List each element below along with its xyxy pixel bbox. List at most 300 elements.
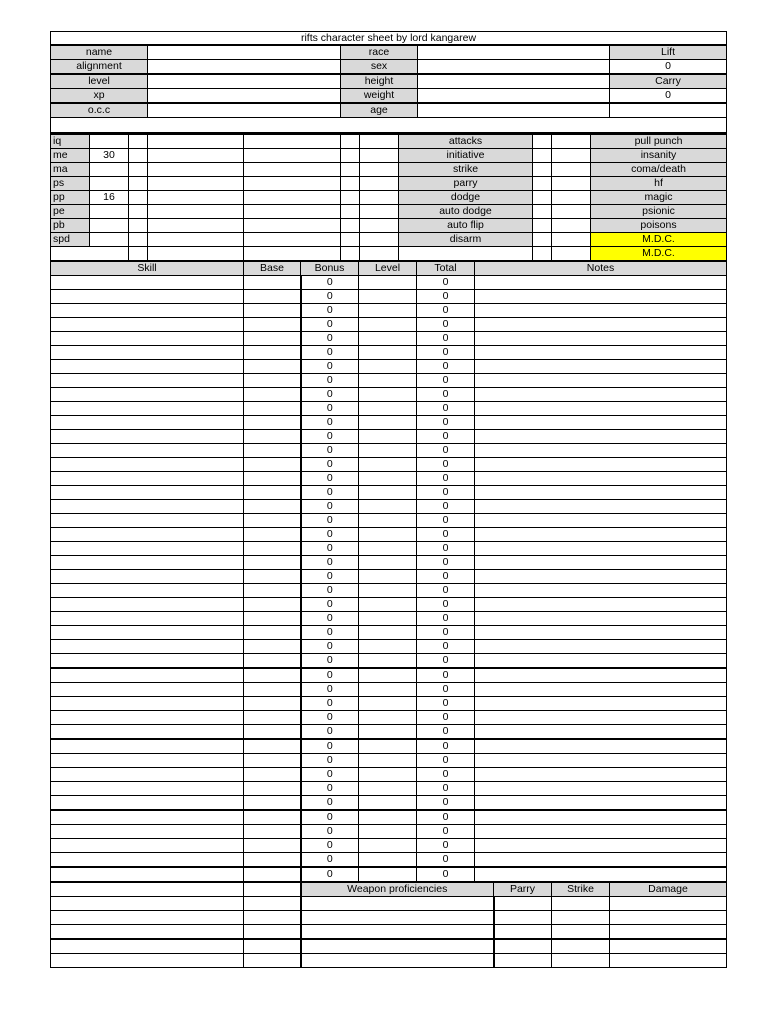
skill-level-cell[interactable] — [359, 444, 417, 458]
skill-base-cell[interactable] — [244, 754, 301, 768]
skill-total-cell[interactable]: 0 — [417, 739, 475, 754]
skill-notes-cell[interactable] — [475, 556, 727, 570]
skill-level-cell[interactable] — [359, 739, 417, 754]
skill-base-cell[interactable] — [244, 697, 301, 711]
weapon-name-cell[interactable] — [301, 925, 494, 940]
skill-base-cell[interactable] — [244, 725, 301, 740]
weapon-base-cell[interactable] — [244, 954, 301, 968]
weapon-skill-cell[interactable] — [51, 939, 244, 954]
skill-notes-cell[interactable] — [475, 825, 727, 839]
skill-bonus-cell[interactable]: 0 — [301, 332, 359, 346]
skill-total-cell[interactable]: 0 — [417, 556, 475, 570]
weapon-skill-cell[interactable] — [51, 883, 244, 897]
weapon-base-cell[interactable] — [244, 911, 301, 925]
level-field[interactable] — [148, 74, 341, 89]
skill-notes-cell[interactable] — [475, 584, 727, 598]
combat-blank-cell[interactable] — [360, 205, 399, 219]
skill-base-cell[interactable] — [244, 683, 301, 697]
skill-bonus-cell[interactable]: 0 — [301, 374, 359, 388]
skill-notes-cell[interactable] — [475, 416, 727, 430]
combat-value-b[interactable] — [552, 134, 591, 149]
combat-value-a[interactable] — [533, 219, 552, 233]
skill-name-cell[interactable] — [51, 711, 244, 725]
skill-base-cell[interactable] — [244, 318, 301, 332]
attribute-value[interactable] — [90, 177, 129, 191]
skill-notes-cell[interactable] — [475, 542, 727, 556]
skill-notes-cell[interactable] — [475, 304, 727, 318]
weapon-strike-cell[interactable] — [552, 911, 610, 925]
combat-blank-cell[interactable] — [360, 134, 399, 149]
skill-notes-cell[interactable] — [475, 640, 727, 654]
skill-name-cell[interactable] — [51, 388, 244, 402]
skill-bonus-cell[interactable]: 0 — [301, 556, 359, 570]
skill-name-cell[interactable] — [51, 612, 244, 626]
combat-blank-cell[interactable] — [360, 219, 399, 233]
skill-total-cell[interactable]: 0 — [417, 697, 475, 711]
weapon-parry-cell[interactable] — [494, 939, 552, 954]
skill-level-cell[interactable] — [359, 500, 417, 514]
attr-extra-cell[interactable] — [341, 191, 360, 205]
weapon-name-cell[interactable] — [301, 939, 494, 954]
attr-bonus-cell[interactable] — [129, 191, 148, 205]
skill-base-cell[interactable] — [244, 612, 301, 626]
attr-extra-cell[interactable] — [341, 205, 360, 219]
skill-notes-cell[interactable] — [475, 290, 727, 304]
skill-notes-cell[interactable] — [475, 514, 727, 528]
attr-extra-cell[interactable] — [341, 233, 360, 247]
weapon-skill-cell[interactable] — [51, 954, 244, 968]
skill-level-cell[interactable] — [359, 528, 417, 542]
attr-bonus-cell[interactable] — [129, 233, 148, 247]
skill-bonus-cell[interactable]: 0 — [301, 444, 359, 458]
combat-blank-cell[interactable] — [360, 163, 399, 177]
attr-note-a[interactable] — [148, 163, 244, 177]
skill-total-cell[interactable]: 0 — [417, 444, 475, 458]
weapon-name-cell[interactable] — [301, 954, 494, 968]
skill-notes-cell[interactable] — [475, 332, 727, 346]
skill-notes-cell[interactable] — [475, 430, 727, 444]
attr-extra-cell[interactable] — [341, 177, 360, 191]
skill-total-cell[interactable]: 0 — [417, 570, 475, 584]
skill-bonus-cell[interactable]: 0 — [301, 626, 359, 640]
skill-notes-cell[interactable] — [475, 472, 727, 486]
weapon-damage-cell[interactable] — [610, 925, 727, 940]
skill-base-cell[interactable] — [244, 570, 301, 584]
skill-notes-cell[interactable] — [475, 725, 727, 740]
combat-blank-cell[interactable] — [360, 191, 399, 205]
skill-bonus-cell[interactable]: 0 — [301, 388, 359, 402]
weapon-skill-cell[interactable] — [51, 897, 244, 911]
skill-base-cell[interactable] — [244, 486, 301, 500]
weapon-parry-cell[interactable] — [494, 911, 552, 925]
skill-level-cell[interactable] — [359, 754, 417, 768]
skill-total-cell[interactable]: 0 — [417, 584, 475, 598]
skill-level-cell[interactable] — [359, 486, 417, 500]
weapon-parry-cell[interactable] — [494, 897, 552, 911]
skill-base-cell[interactable] — [244, 444, 301, 458]
xp-field[interactable] — [148, 89, 341, 104]
attr-bonus-cell[interactable] — [129, 177, 148, 191]
weapon-parry-cell[interactable] — [494, 925, 552, 940]
skill-base-cell[interactable] — [244, 472, 301, 486]
combat-value-a[interactable] — [533, 191, 552, 205]
skill-base-cell[interactable] — [244, 542, 301, 556]
skill-base-cell[interactable] — [244, 739, 301, 754]
attr-note-b[interactable] — [244, 233, 341, 247]
skill-base-cell[interactable] — [244, 654, 301, 669]
skill-level-cell[interactable] — [359, 276, 417, 290]
skill-notes-cell[interactable] — [475, 768, 727, 782]
skill-bonus-cell[interactable]: 0 — [301, 810, 359, 825]
skill-base-cell[interactable] — [244, 810, 301, 825]
skill-base-cell[interactable] — [244, 346, 301, 360]
skill-level-cell[interactable] — [359, 388, 417, 402]
attr-extra-cell[interactable] — [341, 149, 360, 163]
skill-bonus-cell[interactable]: 0 — [301, 542, 359, 556]
carry-value[interactable]: 0 — [610, 89, 727, 104]
skill-bonus-cell[interactable]: 0 — [301, 584, 359, 598]
skill-name-cell[interactable] — [51, 276, 244, 290]
alignment-field[interactable] — [148, 60, 341, 75]
skill-base-cell[interactable] — [244, 500, 301, 514]
skill-total-cell[interactable]: 0 — [417, 640, 475, 654]
skill-level-cell[interactable] — [359, 782, 417, 796]
skill-bonus-cell[interactable]: 0 — [301, 853, 359, 868]
skill-base-cell[interactable] — [244, 528, 301, 542]
combat-value-a[interactable] — [533, 163, 552, 177]
skill-notes-cell[interactable] — [475, 711, 727, 725]
skill-level-cell[interactable] — [359, 810, 417, 825]
skill-name-cell[interactable] — [51, 668, 244, 683]
skill-notes-cell[interactable] — [475, 683, 727, 697]
skill-total-cell[interactable]: 0 — [417, 500, 475, 514]
combat-value-b[interactable] — [552, 219, 591, 233]
skill-total-cell[interactable]: 0 — [417, 486, 475, 500]
skill-name-cell[interactable] — [51, 725, 244, 740]
skill-total-cell[interactable]: 0 — [417, 598, 475, 612]
attr-note-a[interactable] — [148, 149, 244, 163]
skill-name-cell[interactable] — [51, 556, 244, 570]
skill-name-cell[interactable] — [51, 416, 244, 430]
attr-note-b[interactable] — [244, 149, 341, 163]
age-field[interactable] — [418, 103, 610, 118]
skill-name-cell[interactable] — [51, 768, 244, 782]
attr-bonus-cell[interactable] — [129, 149, 148, 163]
attr-extra-cell[interactable] — [341, 219, 360, 233]
attribute-value[interactable] — [90, 219, 129, 233]
skill-base-cell[interactable] — [244, 711, 301, 725]
skill-bonus-cell[interactable]: 0 — [301, 654, 359, 669]
skill-bonus-cell[interactable]: 0 — [301, 839, 359, 853]
skill-total-cell[interactable]: 0 — [417, 346, 475, 360]
skill-bonus-cell[interactable]: 0 — [301, 768, 359, 782]
skill-level-cell[interactable] — [359, 640, 417, 654]
skill-base-cell[interactable] — [244, 825, 301, 839]
skill-bonus-cell[interactable]: 0 — [301, 612, 359, 626]
skill-level-cell[interactable] — [359, 768, 417, 782]
skill-level-cell[interactable] — [359, 839, 417, 853]
skill-base-cell[interactable] — [244, 782, 301, 796]
skill-total-cell[interactable]: 0 — [417, 839, 475, 853]
skill-level-cell[interactable] — [359, 416, 417, 430]
skill-bonus-cell[interactable]: 0 — [301, 514, 359, 528]
skill-bonus-cell[interactable]: 0 — [301, 782, 359, 796]
combat-value-a[interactable] — [533, 247, 552, 261]
skill-bonus-cell[interactable]: 0 — [301, 711, 359, 725]
attr-bonus-cell[interactable] — [129, 219, 148, 233]
weight-field[interactable] — [418, 89, 610, 104]
skill-bonus-cell[interactable]: 0 — [301, 290, 359, 304]
skill-notes-cell[interactable] — [475, 486, 727, 500]
weapon-base-cell[interactable] — [244, 925, 301, 940]
skill-notes-cell[interactable] — [475, 654, 727, 669]
lift-value[interactable]: 0 — [610, 60, 727, 75]
skill-base-cell[interactable] — [244, 839, 301, 853]
skill-level-cell[interactable] — [359, 796, 417, 811]
skill-notes-cell[interactable] — [475, 346, 727, 360]
skill-notes-cell[interactable] — [475, 839, 727, 853]
skill-name-cell[interactable] — [51, 486, 244, 500]
weapon-parry-cell[interactable] — [494, 954, 552, 968]
skill-name-cell[interactable] — [51, 810, 244, 825]
weapon-base-cell[interactable] — [244, 883, 301, 897]
weapon-name-cell[interactable] — [301, 911, 494, 925]
skill-total-cell[interactable]: 0 — [417, 711, 475, 725]
skill-base-cell[interactable] — [244, 514, 301, 528]
attr-note-b[interactable] — [244, 219, 341, 233]
skill-level-cell[interactable] — [359, 697, 417, 711]
skill-total-cell[interactable]: 0 — [417, 276, 475, 290]
skill-notes-cell[interactable] — [475, 500, 727, 514]
skill-level-cell[interactable] — [359, 825, 417, 839]
attr-note-b[interactable] — [244, 177, 341, 191]
skill-name-cell[interactable] — [51, 472, 244, 486]
combat-value-b[interactable] — [552, 149, 591, 163]
attr-note-a[interactable] — [148, 219, 244, 233]
skill-bonus-cell[interactable]: 0 — [301, 754, 359, 768]
skill-name-cell[interactable] — [51, 402, 244, 416]
skill-level-cell[interactable] — [359, 654, 417, 669]
attr-note-a[interactable] — [148, 191, 244, 205]
race-field[interactable] — [418, 45, 610, 60]
skill-total-cell[interactable]: 0 — [417, 388, 475, 402]
skill-level-cell[interactable] — [359, 867, 417, 882]
skill-bonus-cell[interactable]: 0 — [301, 276, 359, 290]
skill-total-cell[interactable]: 0 — [417, 668, 475, 683]
skill-name-cell[interactable] — [51, 290, 244, 304]
skill-level-cell[interactable] — [359, 304, 417, 318]
combat-value-b[interactable] — [552, 191, 591, 205]
skill-bonus-cell[interactable]: 0 — [301, 318, 359, 332]
weapon-damage-cell[interactable] — [610, 897, 727, 911]
attr-note-a[interactable] — [148, 134, 244, 149]
skill-notes-cell[interactable] — [475, 360, 727, 374]
skill-bonus-cell[interactable]: 0 — [301, 668, 359, 683]
weapon-base-cell[interactable] — [244, 939, 301, 954]
skill-base-cell[interactable] — [244, 867, 301, 882]
skill-name-cell[interactable] — [51, 739, 244, 754]
skill-level-cell[interactable] — [359, 626, 417, 640]
attr-bonus-cell[interactable] — [129, 205, 148, 219]
attribute-value[interactable] — [90, 205, 129, 219]
sex-field[interactable] — [418, 60, 610, 75]
skill-level-cell[interactable] — [359, 711, 417, 725]
skill-level-cell[interactable] — [359, 374, 417, 388]
skill-name-cell[interactable] — [51, 626, 244, 640]
skill-total-cell[interactable]: 0 — [417, 472, 475, 486]
skill-level-cell[interactable] — [359, 472, 417, 486]
skill-level-cell[interactable] — [359, 514, 417, 528]
skill-bonus-cell[interactable]: 0 — [301, 683, 359, 697]
skill-name-cell[interactable] — [51, 654, 244, 669]
skill-level-cell[interactable] — [359, 556, 417, 570]
combat-blank-cell[interactable] — [360, 177, 399, 191]
attr-note-b[interactable] — [244, 247, 341, 261]
attribute-value[interactable]: 16 — [90, 191, 129, 205]
skill-total-cell[interactable]: 0 — [417, 542, 475, 556]
skill-bonus-cell[interactable]: 0 — [301, 486, 359, 500]
skill-base-cell[interactable] — [244, 796, 301, 811]
skill-bonus-cell[interactable]: 0 — [301, 825, 359, 839]
skill-level-cell[interactable] — [359, 668, 417, 683]
skill-name-cell[interactable] — [51, 867, 244, 882]
attr-bonus-cell[interactable] — [129, 163, 148, 177]
skill-bonus-cell[interactable]: 0 — [301, 796, 359, 811]
skill-total-cell[interactable]: 0 — [417, 768, 475, 782]
attribute-value[interactable] — [90, 134, 129, 149]
skill-notes-cell[interactable] — [475, 374, 727, 388]
combat-value-a[interactable] — [533, 149, 552, 163]
skill-bonus-cell[interactable]: 0 — [301, 570, 359, 584]
skill-level-cell[interactable] — [359, 318, 417, 332]
combat-blank-cell[interactable] — [360, 247, 399, 261]
skill-level-cell[interactable] — [359, 683, 417, 697]
skill-total-cell[interactable]: 0 — [417, 528, 475, 542]
skill-total-cell[interactable]: 0 — [417, 853, 475, 868]
weapon-damage-cell[interactable] — [610, 911, 727, 925]
skill-notes-cell[interactable] — [475, 458, 727, 472]
skill-level-cell[interactable] — [359, 612, 417, 626]
skill-level-cell[interactable] — [359, 402, 417, 416]
skill-total-cell[interactable]: 0 — [417, 725, 475, 740]
weapon-strike-cell[interactable] — [552, 939, 610, 954]
weapon-base-cell[interactable] — [244, 897, 301, 911]
skill-name-cell[interactable] — [51, 444, 244, 458]
skill-notes-cell[interactable] — [475, 388, 727, 402]
skill-level-cell[interactable] — [359, 430, 417, 444]
skill-total-cell[interactable]: 0 — [417, 402, 475, 416]
skill-base-cell[interactable] — [244, 768, 301, 782]
skill-notes-cell[interactable] — [475, 853, 727, 868]
attr-bonus-cell[interactable] — [129, 247, 148, 261]
skill-base-cell[interactable] — [244, 556, 301, 570]
combat-value-a[interactable] — [533, 177, 552, 191]
skill-notes-cell[interactable] — [475, 867, 727, 882]
attr-note-b[interactable] — [244, 134, 341, 149]
skill-level-cell[interactable] — [359, 584, 417, 598]
weapon-strike-cell[interactable] — [552, 954, 610, 968]
combat-value-a[interactable] — [533, 233, 552, 247]
attr-note-a[interactable] — [148, 205, 244, 219]
skill-bonus-cell[interactable]: 0 — [301, 430, 359, 444]
skill-name-cell[interactable] — [51, 500, 244, 514]
combat-value-b[interactable] — [552, 205, 591, 219]
skill-notes-cell[interactable] — [475, 810, 727, 825]
weapon-damage-cell[interactable] — [610, 939, 727, 954]
skill-notes-cell[interactable] — [475, 528, 727, 542]
skill-level-cell[interactable] — [359, 332, 417, 346]
skill-name-cell[interactable] — [51, 640, 244, 654]
skill-bonus-cell[interactable]: 0 — [301, 346, 359, 360]
skill-base-cell[interactable] — [244, 640, 301, 654]
height-field[interactable] — [418, 74, 610, 89]
weapon-skill-cell[interactable] — [51, 925, 244, 940]
skill-level-cell[interactable] — [359, 853, 417, 868]
attr-bonus-cell[interactable] — [129, 134, 148, 149]
skill-level-cell[interactable] — [359, 542, 417, 556]
skill-total-cell[interactable]: 0 — [417, 654, 475, 669]
combat-blank-cell[interactable] — [360, 149, 399, 163]
skill-notes-cell[interactable] — [475, 739, 727, 754]
skill-bonus-cell[interactable]: 0 — [301, 360, 359, 374]
skill-base-cell[interactable] — [244, 626, 301, 640]
skill-notes-cell[interactable] — [475, 754, 727, 768]
attr-note-a[interactable] — [148, 177, 244, 191]
skill-total-cell[interactable]: 0 — [417, 458, 475, 472]
skill-level-cell[interactable] — [359, 725, 417, 740]
combat-value-a[interactable] — [533, 205, 552, 219]
skill-total-cell[interactable]: 0 — [417, 416, 475, 430]
skill-base-cell[interactable] — [244, 332, 301, 346]
attr-note-a[interactable] — [148, 247, 244, 261]
skill-notes-cell[interactable] — [475, 402, 727, 416]
skill-level-cell[interactable] — [359, 458, 417, 472]
combat-value-a[interactable] — [533, 134, 552, 149]
skill-bonus-cell[interactable]: 0 — [301, 640, 359, 654]
skill-notes-cell[interactable] — [475, 276, 727, 290]
skill-name-cell[interactable] — [51, 697, 244, 711]
skill-name-cell[interactable] — [51, 853, 244, 868]
skill-name-cell[interactable] — [51, 374, 244, 388]
skill-total-cell[interactable]: 0 — [417, 754, 475, 768]
skill-level-cell[interactable] — [359, 290, 417, 304]
skill-name-cell[interactable] — [51, 304, 244, 318]
skill-bonus-cell[interactable]: 0 — [301, 697, 359, 711]
skill-total-cell[interactable]: 0 — [417, 332, 475, 346]
skill-total-cell[interactable]: 0 — [417, 867, 475, 882]
skill-total-cell[interactable]: 0 — [417, 318, 475, 332]
skill-name-cell[interactable] — [51, 360, 244, 374]
attr-extra-cell[interactable] — [341, 134, 360, 149]
skill-bonus-cell[interactable]: 0 — [301, 528, 359, 542]
skill-notes-cell[interactable] — [475, 598, 727, 612]
skill-notes-cell[interactable] — [475, 782, 727, 796]
weapon-damage-cell[interactable] — [610, 954, 727, 968]
skill-name-cell[interactable] — [51, 796, 244, 811]
combat-value-b[interactable] — [552, 247, 591, 261]
skill-base-cell[interactable] — [244, 598, 301, 612]
skill-level-cell[interactable] — [359, 570, 417, 584]
skill-base-cell[interactable] — [244, 668, 301, 683]
skill-notes-cell[interactable] — [475, 570, 727, 584]
skill-total-cell[interactable]: 0 — [417, 304, 475, 318]
skill-level-cell[interactable] — [359, 598, 417, 612]
skill-base-cell[interactable] — [244, 430, 301, 444]
skill-total-cell[interactable]: 0 — [417, 612, 475, 626]
skill-name-cell[interactable] — [51, 528, 244, 542]
skill-name-cell[interactable] — [51, 570, 244, 584]
skill-bonus-cell[interactable]: 0 — [301, 598, 359, 612]
